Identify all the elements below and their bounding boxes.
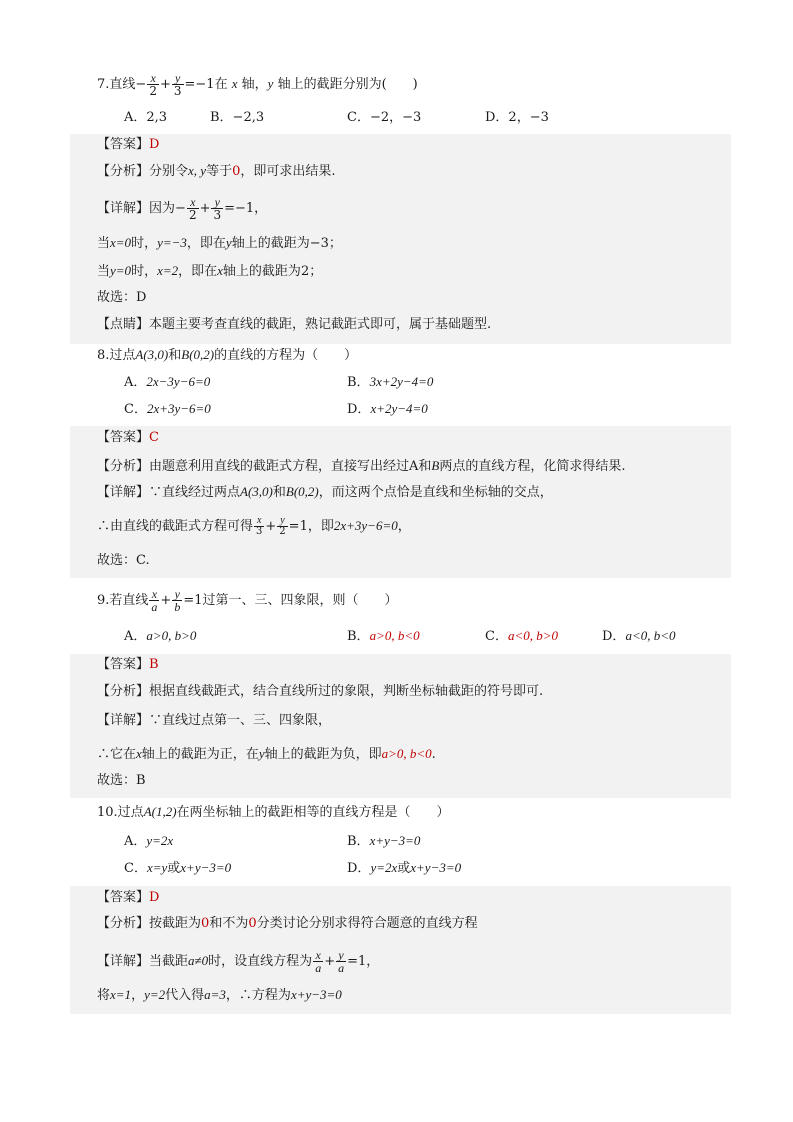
q9-option-b: B．a>0, b<0 (347, 628, 420, 644)
q10-option-c: C．x=y或x+y−3=0 (124, 860, 232, 876)
q7-answer: 【答案】D (97, 137, 160, 152)
q10-detail: 【详解】当截距a≠0时，设直线方程为 $\frac{x}{a}$ + $\frac{y}{a}$ =1， (97, 948, 380, 975)
q9-option-c: C．a<0, b>0 (485, 628, 558, 644)
q10-solution-box (70, 886, 731, 1014)
q7-option-b: B．−2,3 (210, 110, 265, 125)
q8-analysis: 【分析】由题意利用直线的截距式方程，直接写出经过A和B两点的直线方程，化简求得结果. (97, 458, 626, 474)
q8-solution-box (70, 426, 731, 578)
q9-detail-line-2: 故选：B (97, 773, 146, 788)
q7-option-a: A．2,3 (124, 110, 168, 125)
q8-detail: 【详解】∵直线经过两点A(3,0)和B(0,2)，而这两个点恰是直线和坐标轴的交点， (97, 484, 553, 500)
q9-option-d: D．a<0, b<0 (602, 628, 676, 644)
q7-solution-box (70, 134, 731, 344)
q10-detail-line-1: 将x=1，y=2代入得a=3，∴方程为x+y−3=0 (97, 987, 342, 1003)
q7-option-d: D．2，−3 (485, 110, 549, 125)
q8-detail-line-2: 故选：C. (97, 553, 150, 568)
q8-answer: 【答案】C (97, 430, 159, 445)
q8-option-b: B．3x+2y−4=0 (347, 374, 434, 390)
q10-answer: 【答案】D (97, 890, 160, 905)
q7-option-c: C．−2，−3 (347, 110, 422, 125)
q10-option-a: A．y=2x (124, 833, 174, 849)
q10-analysis: 【分析】按截距为0和不为0分类讨论分别求得符合题意的直线方程 (97, 916, 478, 931)
q8-option-c: C．2x+3y−6=0 (124, 401, 211, 417)
q10-option-b: B．x+y−3=0 (347, 833, 421, 849)
q7-detail-line-3: 故选：D (97, 290, 147, 305)
q9-option-a: A．a>0, b>0 (124, 628, 197, 644)
q9-solution-box (70, 654, 731, 798)
question-8-stem: 8.过点A(3,0)和B(0,2)的直线的方程为（ ） (97, 347, 358, 363)
question-7-stem: 7.直线− $\frac{x}{2}$ + $\frac{y}{3}$ =−1在 x 轴，y 轴上的截距分别为( ) (97, 71, 418, 98)
q7-point: 【点睛】本题主要考查直线的截距，熟记截距式即可，属于基础题型. (97, 317, 492, 332)
q9-analysis: 【分析】根据直线截距式，结合直线所过的象限，判断坐标轴截距的符号即可. (97, 684, 544, 699)
q8-option-d: D．x+2y−4=0 (347, 401, 428, 417)
q9-detail: 【详解】∵直线过点第一、三、四象限， (97, 713, 332, 728)
q7-detail: 【详解】因为− $\frac{x}{2}$ + $\frac{y}{3}$ =−1， (97, 195, 268, 222)
q7-detail-line-1: 当x=0时，y=−3，即在y轴上的截距为−3； (97, 235, 342, 251)
question-10-stem: 10.过点A(1,2)在两坐标轴上的截距相等的直线方程是（ ） (97, 804, 450, 820)
q7-analysis: 【分析】分别令x, y等于0，即可求出结果. (97, 163, 336, 179)
q9-answer: 【答案】B (97, 657, 159, 672)
q7-detail-line-2: 当y=0时，x=2，即在x轴上的截距为2； (97, 263, 323, 279)
q9-detail-line-1: ∴它在x轴上的截距为正，在y轴上的截距为负，即a>0, b<0. (97, 746, 436, 762)
question-9-stem: 9.若直线 $\frac{x}{a}$ + $\frac{y}{b}$ =1过第一、三、四象限，则（ ） (97, 587, 398, 614)
q8-option-a: A．2x−3y−6=0 (124, 374, 211, 390)
q10-option-d: D．y=2x或x+y−3=0 (347, 860, 462, 876)
q8-detail-line-1: ∴由直线的截距式方程可得 $\frac{x}{3}$ + $\frac{y}{2}$ =1，即2x+3y−6=0， (97, 515, 411, 537)
